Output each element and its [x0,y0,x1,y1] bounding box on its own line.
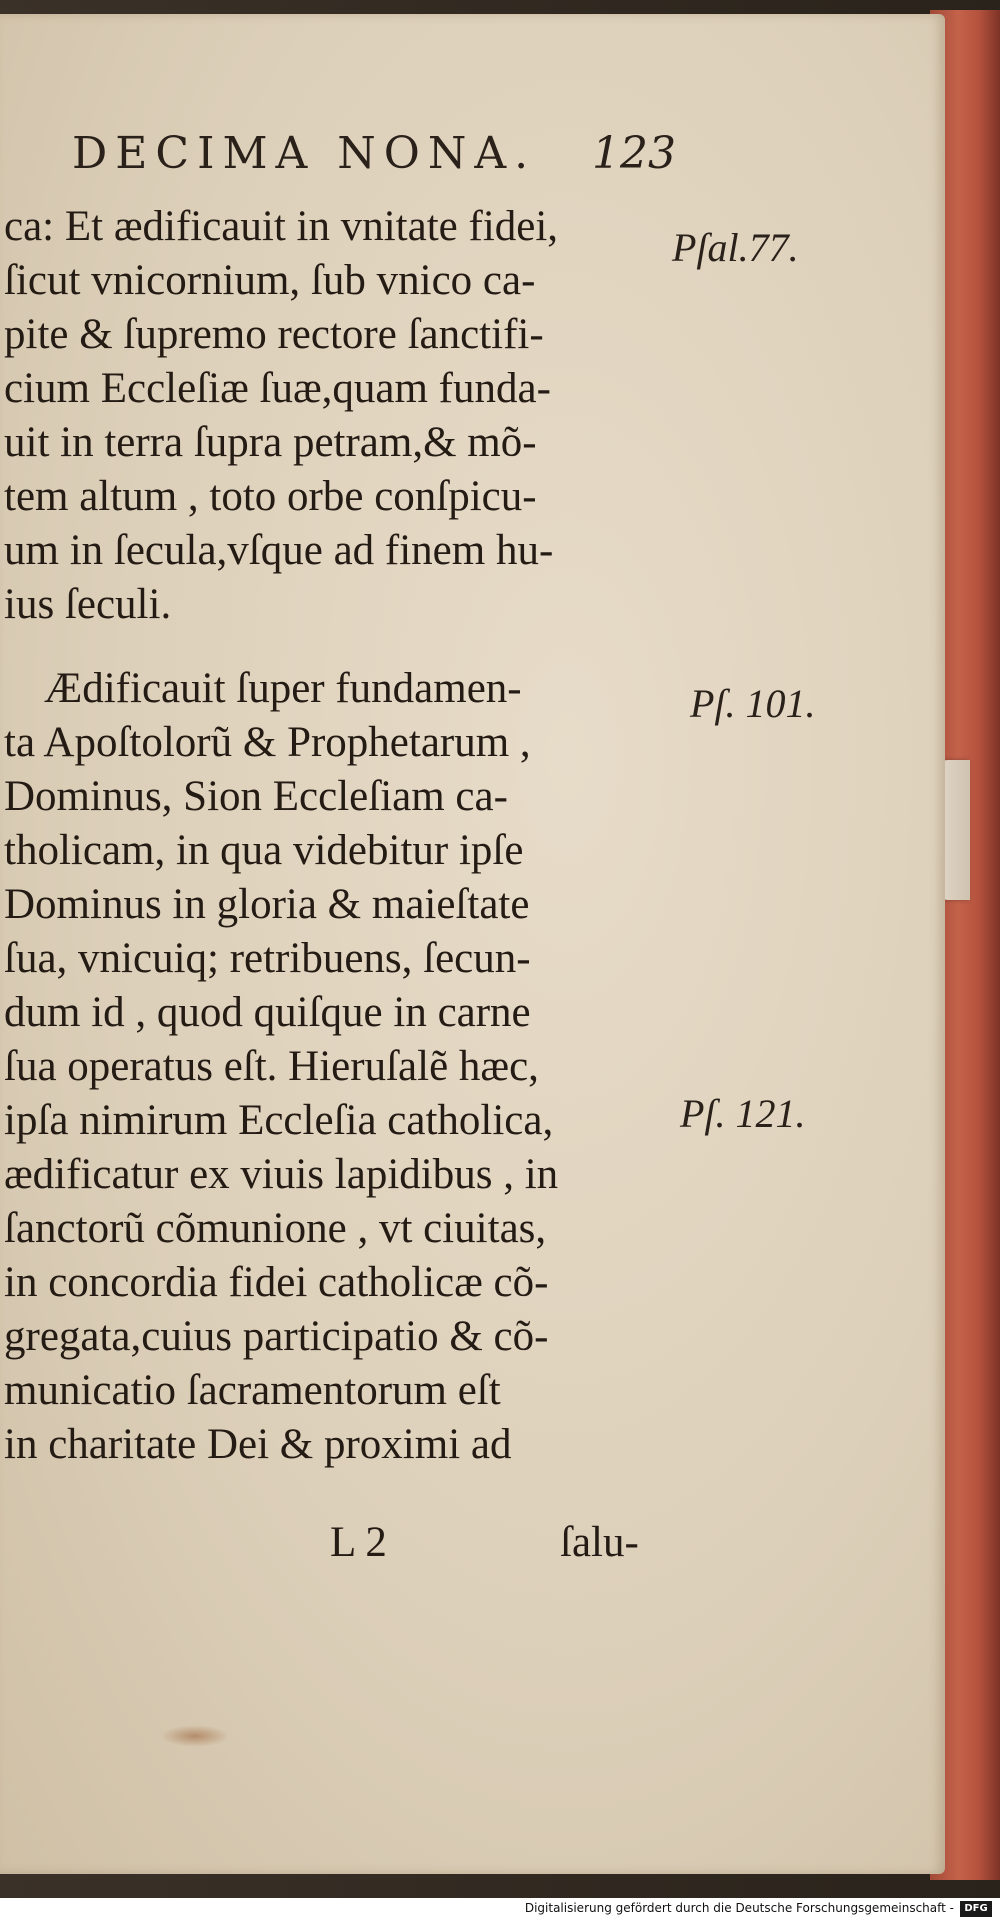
text-line: ſua, vnicuiq; retribuens, ſecun- [4,935,531,982]
catchword: ſalu- [560,1519,639,1566]
text-line: Dominus, Sion Eccleſiam ca- [4,773,508,820]
text-line: ſicut vnicornium, ſub vnico ca- [4,257,536,304]
running-head: DECIMA NONA. [72,128,537,179]
digitization-credit: Digitalisierung gefördert durch die Deutsche Forschungsgemeinschaft - [524,1901,954,1915]
dfg-logo-icon: DFG [960,1901,992,1917]
signature-mark: L 2 [330,1519,387,1566]
text-line: tholicam, in qua videbitur ipſe [4,827,524,874]
text-line: ius ſeculi. [4,581,172,628]
margin-note-psalm-121: Pſ. 121. [680,1091,806,1136]
text-line: tem altum , toto orbe conſpicu- [4,473,537,520]
text-line: ſanctorũ cõmunione , vt ciuitas, [4,1205,547,1252]
text-line: gregata,cuius participatio & cõ- [4,1313,549,1360]
text-line: pite & ſupremo rectore ſanctifi- [4,311,544,358]
text-line: ſua operatus eſt. Hieruſalẽ hæc, [4,1043,539,1090]
text-line: dum id , quod quiſque in carne [4,989,531,1036]
text-line: ca: Et ædificauit in vnitate fidei, [4,203,559,250]
text-line: um in ſecula,vſque ad finem hu- [4,527,554,574]
text-line: in charitate Dei & proximi ad [4,1421,512,1468]
text-line: municatio ſacramentorum eſt [4,1367,501,1414]
text-line: ædificatur ex viuis lapidibus , in [4,1151,559,1198]
margin-note-psalm-101: Pſ. 101. [690,681,816,726]
text-line: Dominus in gloria & maieſtate [4,881,530,928]
text-line: ta Apoſtolorũ & Prophetarum , [4,719,531,766]
paper-stain [160,1725,230,1747]
text-line: in concordia fidei catholicæ cõ- [4,1259,549,1306]
page-number: 123 [592,128,676,179]
text-line: uit in terra ſupra petram,& mõ- [4,419,537,466]
text-line: cium Eccleſiæ ſuæ,quam funda- [4,365,551,412]
text-line: Ædificauit ſuper fundamen- [44,665,522,712]
text-line: ipſa nimirum Eccleſia catholica, [4,1097,554,1144]
margin-note-psalm-77: Pſal.77. [672,225,799,270]
